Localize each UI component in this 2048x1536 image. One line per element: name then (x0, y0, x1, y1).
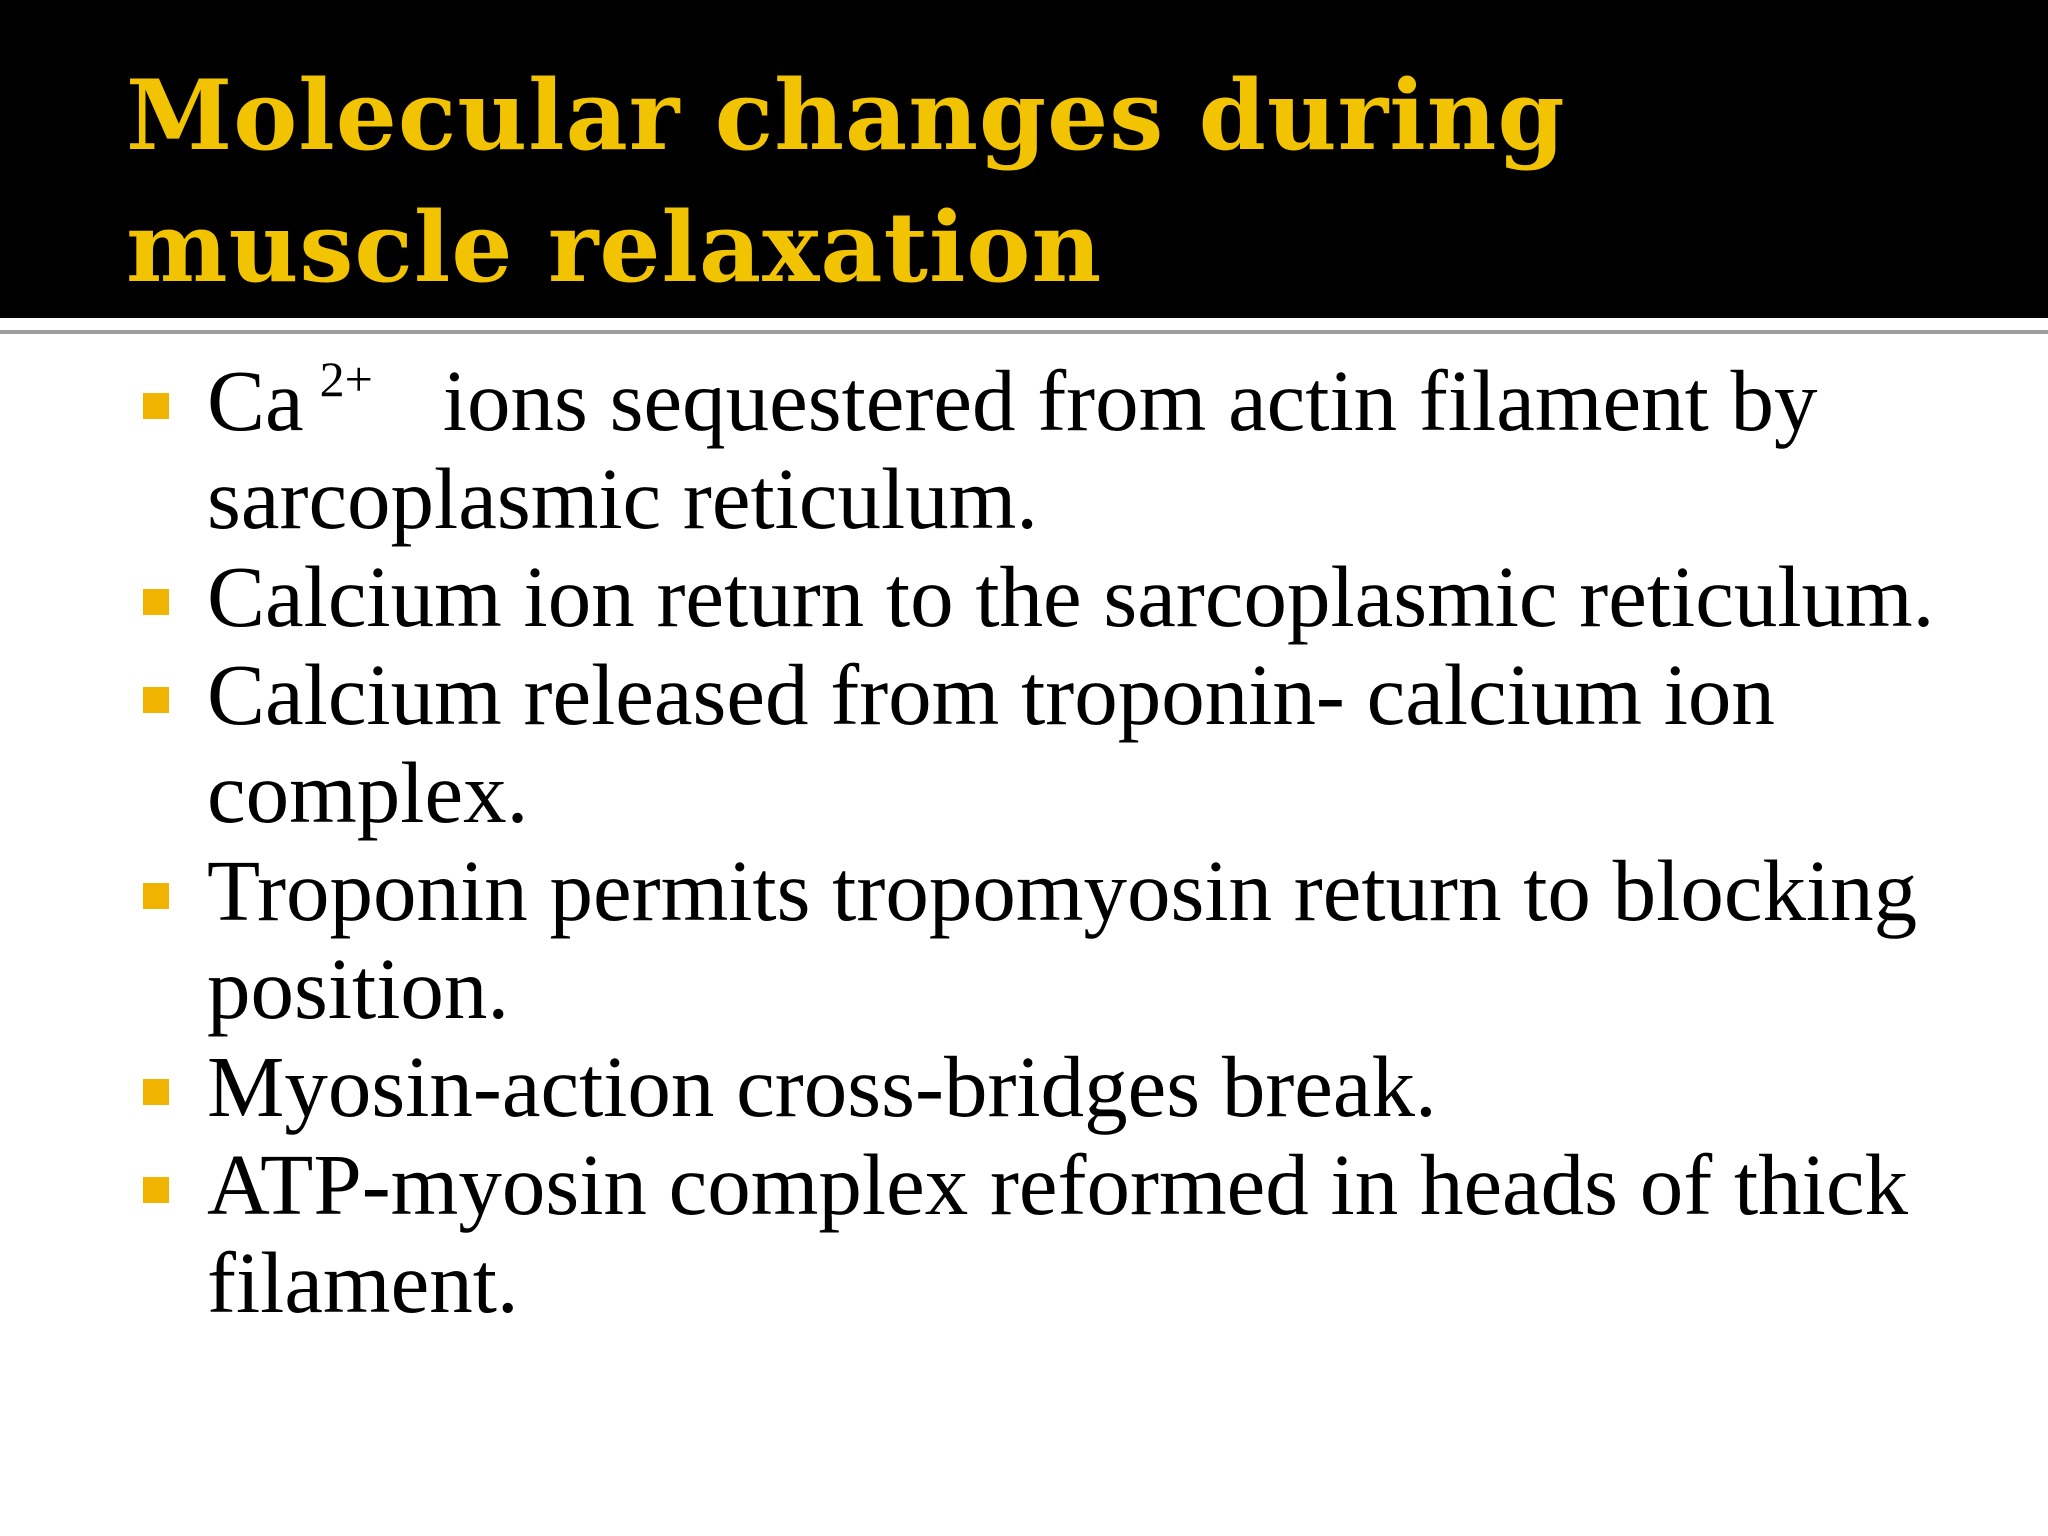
bullet-item (0, 842, 2048, 1038)
bullet-item (0, 1136, 2048, 1332)
bullet-text: ATP-myosin complex reformed in heads of thick filament. (207, 1136, 1908, 1331)
square-bullet-icon (143, 1079, 169, 1105)
bullet-list (0, 352, 2048, 1332)
square-bullet-icon (143, 883, 169, 909)
title-divider (0, 330, 2048, 334)
bullet-text: Calcium released from troponin- calcium ion complex. (207, 646, 1775, 841)
bullet-item (0, 1038, 2048, 1136)
bullet-text-prefix: Ca (207, 352, 304, 449)
title-bar (0, 0, 2048, 318)
bullet-item (0, 646, 2048, 842)
bullet-text: ions sequestered from actin filament by sarcoplasmic reticulum. (207, 352, 1818, 547)
bullet-text: Troponin permits tropomyosin return to blocking position. (207, 842, 1918, 1037)
bullet-item (0, 352, 2048, 548)
bullet-text: Myosin-action cross-bridges break. (207, 1038, 1437, 1135)
square-bullet-icon (143, 393, 169, 419)
square-bullet-icon (143, 1177, 169, 1203)
superscript-charge: 2+ (319, 351, 373, 407)
square-bullet-icon (143, 687, 169, 713)
bullet-text: Calcium ion return to the sarcoplasmic reticulum. (207, 548, 1935, 645)
bullet-item (0, 548, 2048, 646)
slide-title: Molecular changes during muscle relaxation (126, 59, 1566, 304)
square-bullet-icon (143, 589, 169, 615)
